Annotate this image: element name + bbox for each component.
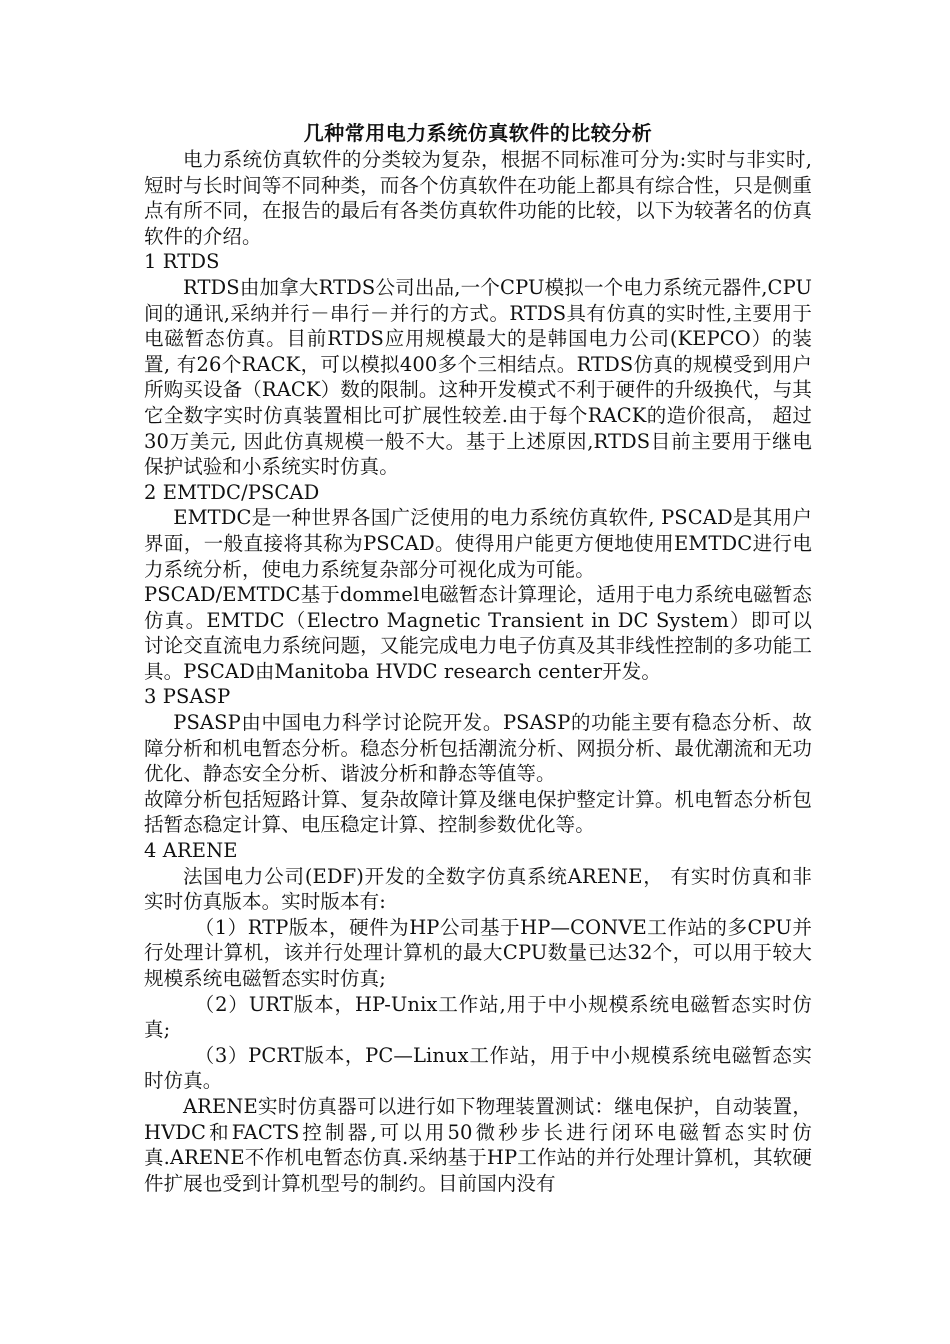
rtds-paragraph: RTDS由加拿大RTDS公司出品,一个CPU模拟一个电力系统元器件,CPU间的通讯,采纳并行－串行－并行的方式。RTDS具有仿真的实时性,主要用于电磁暂态仿真。目前RTDS应用规模最大的是韩国电力公司(KEPCO）的装置, 有26个RACK，可以模拟400多个三相结点。RTDS仿真的规模受到用户所购买设备（RACK）数的限制。这种开发模式不利于硬件的升级换代，与其它全数字实时仿真装置相比可扩展性较差.由于每个RACK的造价很高， 超过30万美元, 因此仿真规模一般不大。基于上述原因,RTDS目前主要用于继电保护试验和小系统实时仿真。: [144, 275, 812, 479]
emtdc-paragraph-1: EMTDC是一种世界各国广泛使用的电力系统仿真软件, PSCAD是其用户界面，一般直接将其称为PSCAD。使得用户能更方便地使用EMTDC进行电力系统分析，使电力系统复杂部分可视化成为可能。: [144, 506, 812, 581]
psasp-paragraph-2: 故障分析包括短路计算、复杂故障计算及继电保护整定计算。机电暂态分析包括暂态稳定计算、电压稳定计算、控制参数优化等。: [144, 787, 812, 837]
section-heading-emtdc: 2 EMTDC/PSCAD: [144, 480, 320, 504]
arene-paragraph-1: 法国电力公司(EDF)开发的全数字仿真系统ARENE， 有实时仿真和非实时仿真版本。实时版本有:: [144, 864, 812, 914]
intro-paragraph: 电力系统仿真软件的分类较为复杂，根据不同标准可分为:实时与非实时,短时与长时间等不同种类，而各个仿真软件在功能上都具有综合性，只是侧重点有所不同，在报告的最后有各类仿真软件功能的比较，以下为较著名的仿真软件的介绍。: [144, 148, 812, 248]
arene-item-rtp: （1）RTP版本，硬件为HP公司基于HP—CONVE工作站的多CPU并行处理计算机，该并行处理计算机的最大CPU数量已达32个，可以用于较大规模系统电磁暂态实时仿真;: [144, 915, 812, 990]
emtdc-paragraph-2: PSCAD/EMTDC基于dommel电磁暂态计算理论，适用于电力系统电磁暂态仿真。EMTDC（Electro Magnetic Transient in DC System）即可以讨论交直流电力系统问题，又能完成电力电子仿真及其非线性控制的多功能工具。PSCAD由Manitoba HVDC research center开发。: [144, 583, 812, 683]
document-page: [144, 120, 812, 1196]
psasp-paragraph-1: PSASP由中国电力科学讨论院开发。PSASP的功能主要有稳态分析、故障分析和机电暂态分析。稳态分析包括潮流分析、网损分析、最优潮流和无功优化、静态安全分析、谐波分析和静态等值等。: [144, 711, 812, 786]
arene-item-urt: （2）URT版本，HP-Unix工作站,用于中小规模系统电磁暂态实时仿真;: [144, 992, 812, 1042]
section-heading-rtds: 1 RTDS: [144, 250, 220, 274]
document-title: 几种常用电力系统仿真软件的比较分析: [303, 121, 653, 145]
arene-item-pcrt: （3）PCRT版本，PC—Linux工作站，用于中小规模系统电磁暂态实时仿真。: [144, 1043, 812, 1093]
section-heading-arene: 4 ARENE: [144, 839, 238, 863]
section-heading-psasp: 3 PSASP: [144, 685, 231, 709]
arene-paragraph-2: ARENE实时仿真器可以进行如下物理装置测试：继电保护，自动装置，HVDC和FACTS控制器,可以用50微秒步长进行闭环电磁暂态实时仿真.ARENE不作机电暂态仿真.采纳基于HP工作站的并行处理计算机，其软硬件扩展也受到计算机型号的制约。目前国内没有: [144, 1094, 812, 1195]
